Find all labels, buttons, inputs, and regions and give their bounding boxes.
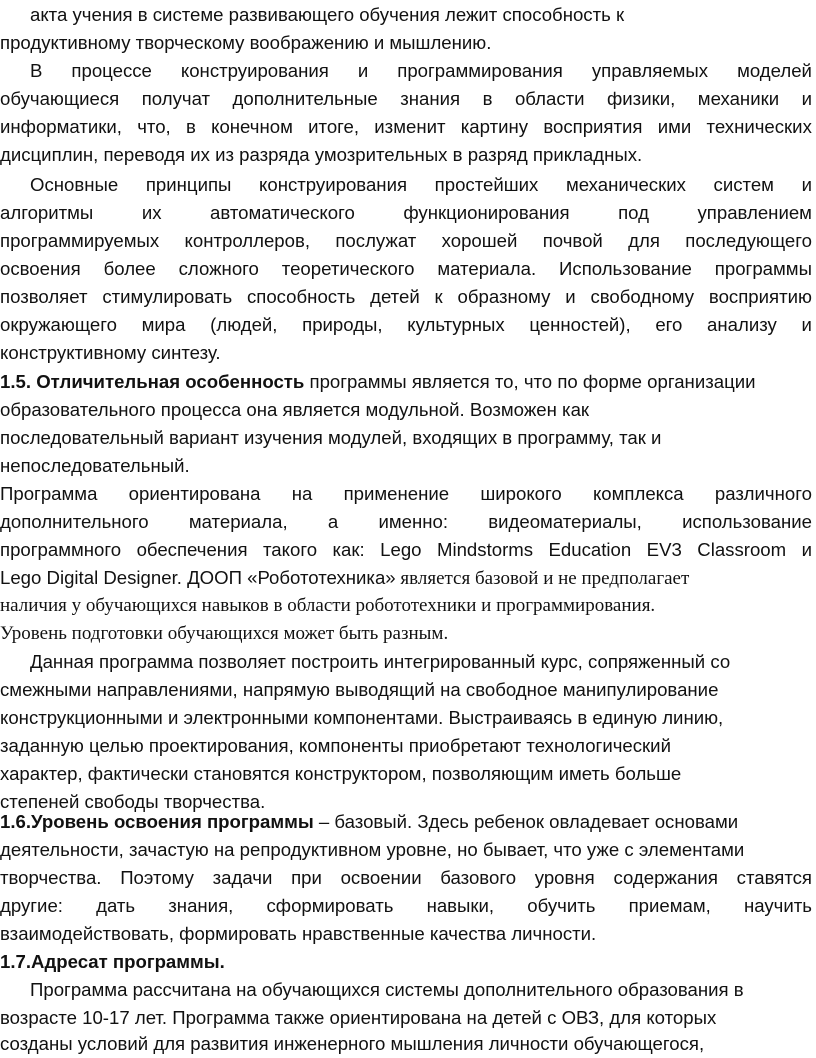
word: широкого [480, 483, 562, 504]
text-line: непоследовательный. [0, 455, 190, 476]
word: Classroom [697, 539, 787, 560]
word: его [655, 314, 683, 335]
text-fragment: – базовый. Здесь ребенок овладевает основами [313, 811, 739, 832]
word: задачи [212, 867, 273, 888]
word: программного [0, 539, 122, 560]
word: ими [657, 116, 692, 137]
word: знания, [168, 895, 234, 916]
word: и [801, 314, 812, 335]
word: функционирования [403, 202, 570, 223]
text-line: конструктивному синтезу. [0, 342, 221, 363]
word: автоматического [210, 202, 355, 223]
word: (людей, [210, 314, 278, 335]
word: Основные [30, 174, 119, 195]
word: а [327, 511, 339, 532]
word: знания [400, 88, 461, 109]
word: обучающиеся [0, 88, 120, 109]
word: EV3 [646, 539, 682, 560]
section-heading-line [0, 808, 812, 836]
word: итоге, [308, 116, 360, 137]
word: процессе [71, 60, 152, 81]
word: хорошей [441, 230, 518, 251]
word: Поэтому [120, 867, 194, 888]
word: другие: [0, 895, 63, 916]
word: свободному [590, 286, 695, 307]
text-line: продуктивному творческому воображению и мышлению. [0, 32, 492, 53]
justified-line [0, 113, 812, 141]
word: под [618, 202, 649, 223]
text-line: характер, фактически становятся конструктором, позволяющим иметь больше [0, 763, 682, 784]
word: применение [343, 483, 450, 504]
text-line: деятельности, зачастую на репродуктивном уровне, но бывает, что уже с элементами [0, 839, 745, 860]
word: использование [682, 511, 812, 532]
word: творчества. [0, 867, 102, 888]
section-heading: Отличительная особенность [36, 371, 305, 392]
word: как: [332, 539, 365, 560]
word: именно: [378, 511, 448, 532]
word: культурных [407, 314, 505, 335]
word: для [628, 230, 660, 251]
word: программы [714, 258, 812, 279]
text-line: заданную целью проектирования, компоненты приобретают технологический [0, 735, 671, 756]
mixed-font-line [0, 564, 812, 592]
section-heading-line [0, 368, 812, 396]
word: окружающего [0, 314, 117, 335]
word: при [291, 867, 322, 888]
word: в [482, 88, 493, 109]
word: их [141, 202, 162, 223]
word: более [103, 258, 156, 279]
word: и [565, 286, 576, 307]
word: последующего [685, 230, 812, 251]
word: восприятия [543, 116, 643, 137]
justified-line [0, 283, 812, 311]
text-line: Данная программа позволяет построить интегрированный курс, сопряженный со [30, 651, 731, 672]
word: освоения [0, 258, 81, 279]
justified-line [0, 227, 812, 255]
word: содержания [613, 867, 718, 888]
word: различного [714, 483, 812, 504]
word: сформировать [266, 895, 394, 916]
word: ценностей), [529, 314, 631, 335]
word: картину [460, 116, 529, 137]
text-line: наличия у обучающихся навыков в области робототехники и программирования. [0, 595, 656, 616]
word: и [801, 174, 812, 195]
text-line: степеней свободы творчества. [0, 791, 266, 812]
word: и [357, 60, 369, 81]
word: научить [743, 895, 812, 916]
text-fragment: Lego Digital Designer. ДООП «Робототехника» [0, 567, 396, 588]
word: конструирования [259, 174, 408, 195]
word: и [801, 539, 812, 560]
word: восприятию [708, 286, 812, 307]
word: систем [713, 174, 774, 195]
word: программируемых [0, 230, 160, 251]
word: мира [141, 314, 186, 335]
word: получат [141, 88, 211, 109]
text-line: Уровень подготовки обучающихся может быть разным. [0, 623, 449, 644]
justified-line [30, 57, 812, 85]
text-line: созданы условий для развития инженерного мышления личности обучающегося, [0, 1033, 705, 1054]
word: Lego [380, 539, 422, 560]
justified-line [0, 311, 812, 339]
text-line: конструкционными и электронными компонентами. Выстраиваясь в единую линию, [0, 707, 724, 728]
word: приемам, [628, 895, 711, 916]
text-fragment: программы является то, что по форме организации [304, 371, 756, 392]
word: изменит [374, 116, 446, 137]
word: к [434, 286, 443, 307]
word: почвой [542, 230, 603, 251]
word: и [801, 88, 812, 109]
word: ориентирована [128, 483, 261, 504]
text-line: акта учения в системе развивающего обучения лежит способность к [30, 4, 625, 25]
text-line: образовательного процесса она является модульной. Возможен как [0, 399, 590, 420]
section-heading: 1.6.Уровень освоения программы [0, 811, 314, 832]
word: материала. [437, 258, 537, 279]
word: обеспечения [136, 539, 248, 560]
word: контроллеров, [184, 230, 311, 251]
word: послужат [335, 230, 417, 251]
word: на [291, 483, 313, 504]
word: Программа [0, 483, 98, 504]
word: алгоритмы [0, 202, 94, 223]
justified-line [0, 85, 812, 113]
word: такого [262, 539, 318, 560]
word: комплекса [592, 483, 684, 504]
word: материала, [188, 511, 288, 532]
word: природы, [302, 314, 383, 335]
word: сложного [178, 258, 259, 279]
word: освоении [340, 867, 422, 888]
word: Использование [559, 258, 692, 279]
text-line: Программа рассчитана на обучающихся системы дополнительного образования в [30, 979, 744, 1000]
justified-line [0, 892, 812, 920]
word: детей [370, 286, 420, 307]
word: видеоматериалы, [488, 511, 642, 532]
word: позволяет [0, 286, 88, 307]
word: анализу [707, 314, 777, 335]
word: механических [565, 174, 686, 195]
justified-line [0, 480, 812, 508]
text-fragment: является базовой и не предполагает [395, 568, 690, 589]
word: дать [96, 895, 136, 916]
justified-line [0, 536, 812, 564]
word: Mindstorms [436, 539, 534, 560]
word: конечном [211, 116, 293, 137]
word: принципы [145, 174, 232, 195]
word: управляемых [591, 60, 709, 81]
justified-line [0, 255, 812, 283]
word: способность [246, 286, 356, 307]
text-line: смежными направлениями, напрямую выводящий на свободное манипулирование [0, 679, 719, 700]
word: программирования [397, 60, 563, 81]
word: теоретического [281, 258, 415, 279]
word: В [30, 60, 43, 81]
text-line: дисциплин, переводя их из разряда умозрительных в разряд прикладных. [0, 144, 643, 165]
justified-line [0, 199, 812, 227]
section-number: 1.5. [0, 371, 32, 392]
word: информатики, [0, 116, 122, 137]
justified-line [30, 171, 812, 199]
word: области [514, 88, 585, 109]
word: физики, [607, 88, 676, 109]
word: стимулировать [102, 286, 233, 307]
section-heading: 1.7.Адресат программы. [0, 951, 225, 972]
word: что, [137, 116, 171, 137]
word: обучить [527, 895, 596, 916]
word: базового [440, 867, 517, 888]
justified-line [0, 864, 812, 892]
word: технических [706, 116, 812, 137]
word: механики [697, 88, 780, 109]
word: дополнительные [232, 88, 378, 109]
word: управлением [697, 202, 812, 223]
text-line: возрасте 10-17 лет. Программа также ориентирована на детей с ОВЗ, для которых [0, 1007, 717, 1028]
word: ставятся [736, 867, 812, 888]
text-line: взаимодействовать, формировать нравственные качества личности. [0, 923, 597, 944]
word: навыки, [426, 895, 495, 916]
word: Education [548, 539, 632, 560]
word: в [185, 116, 196, 137]
justified-line [0, 508, 812, 536]
word: простейших [434, 174, 539, 195]
word: уровня [534, 867, 595, 888]
word: моделей [737, 60, 812, 81]
word: дополнительного [0, 511, 149, 532]
word: образному [457, 286, 551, 307]
text-line: последовательный вариант изучения модулей, входящих в программу, так и [0, 427, 662, 448]
word: конструирования [180, 60, 329, 81]
